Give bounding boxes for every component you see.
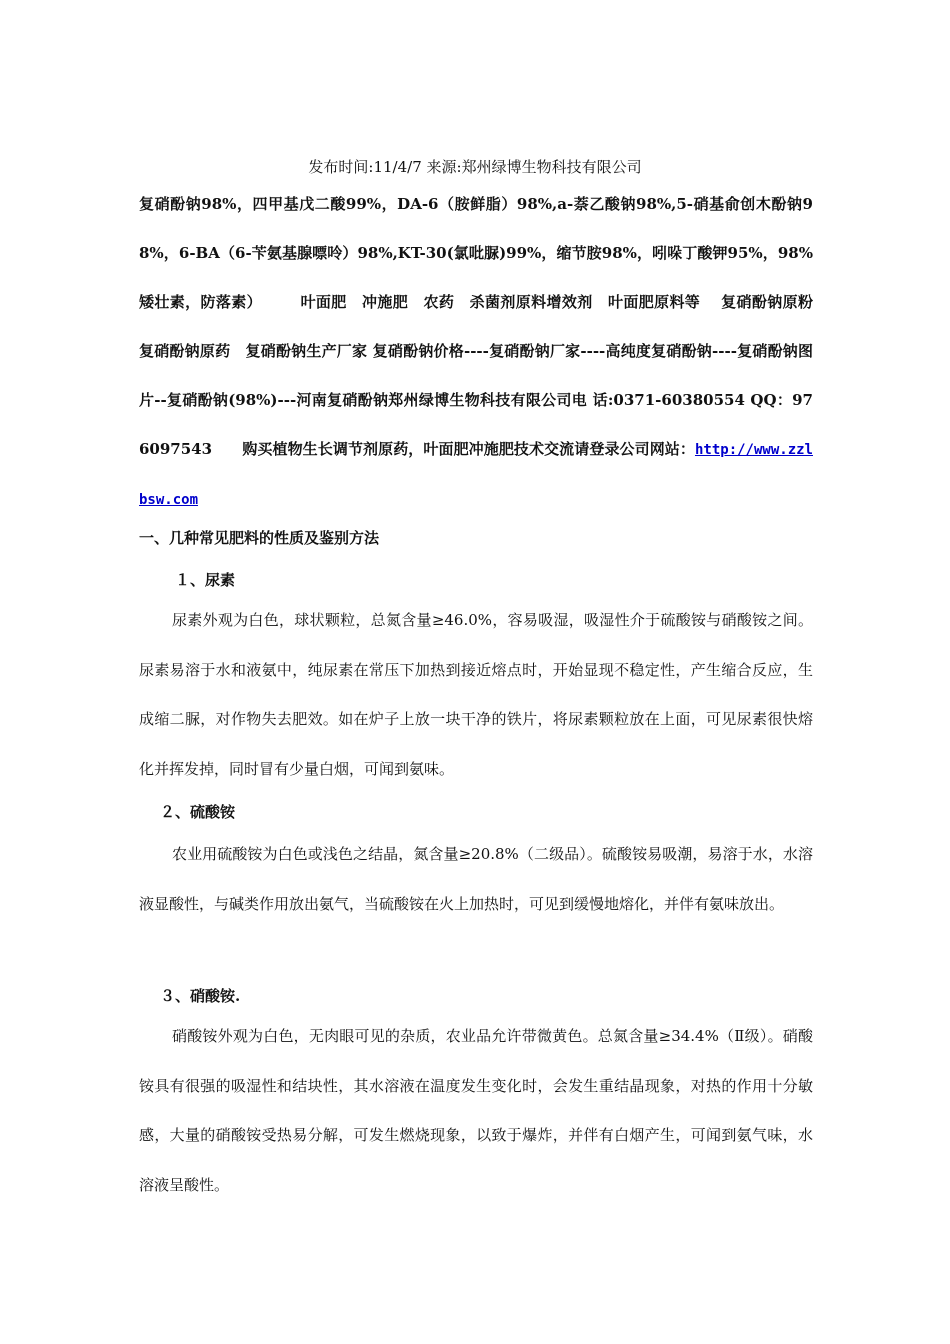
intro-text: 复硝酚钠98%，四甲基戊二酸99%，DA-6（胺鲜脂）98%,a-萘乙酸钠98%,5-硝基俞创木酚钠98%，6-BA（6-苄氨基腺嘌呤）98%,KT-30(氯吡脲)99%，缩节胺98%，吲哚丁酸钾95%，98%矮壮素，防落素） 叶面肥 冲施肥 农药 杀菌剂原料增效剂 叶面肥原料等 复硝酚钠原粉 复硝酚钠原药 复硝酚钠生产厂家 复硝酚钠价格----复硝酚钠厂家----高纯度复硝酚钠----复硝酚钠图片--复硝酚钠(98%)---河南复硝酚钠郑州绿博生物科技有限公司电 话:0371-60380554 QQ：976097543 购买植物生长调节剂原药，叶面肥冲施肥技术交流请登录公司网站： bbox=[139, 195, 813, 458]
paragraph-ammonium-nitrate: 硝酸铵外观为白色，无肉眼可见的杂质，农业品允许带微黄色。总氮含量≥34.4%（Ⅱ级）。硝酸铵具有很强的吸湿性和结块性，其水溶液在温度发生变化时，会发生重结晶现象，对热的作用十分敏感，大量的硝酸铵受热易分解，可发生燃烧现象，以致于爆炸，并伴有白烟产生，可闻到氨气味，水溶液呈酸性。 bbox=[139, 1027, 813, 1194]
paragraph-ammonium-sulfate: 农业用硫酸铵为白色或浅色之结晶，氮含量≥20.8%（二级品）。硫酸铵易吸潮，易溶于水，水溶液显酸性，与碱类作用放出氨气，当硫酸铵在火上加热时，可见到缓慢地熔化，并伴有氨味放出。 bbox=[139, 845, 813, 913]
section-title: 一、几种常见肥料的性质及鉴别方法 bbox=[139, 529, 380, 547]
intro-paragraph bbox=[139, 180, 813, 525]
subsection-heading-ammonium-nitrate: ３、硝酸铵. bbox=[160, 987, 241, 1005]
paragraph-urea: 尿素外观为白色，球状颗粒，总氮含量≥46.0%，容易吸湿，吸湿性介于硫酸铵与硝酸铵之间。尿素易溶于水和液氨中，纯尿素在常压下加热到接近熔点时，开始显现不稳定性，产生缩合反应，生成缩二脲，对作物失去肥效。如在炉子上放一块干净的铁片，将尿素颗粒放在上面，可见尿素很快熔化并挥发掉，同时冒有少量白烟，可闻到氨味。 bbox=[139, 611, 813, 778]
company-website-link[interactable]: http://www.zzlbsw.com bbox=[139, 442, 813, 508]
publish-info: 发布时间:11/4/7 来源:郑州绿博生物科技有限公司 bbox=[308, 158, 642, 176]
subsection-heading-urea: １、尿素 bbox=[175, 571, 236, 589]
subsection-heading-ammonium-sulfate: ２、硫酸铵 bbox=[160, 803, 236, 821]
